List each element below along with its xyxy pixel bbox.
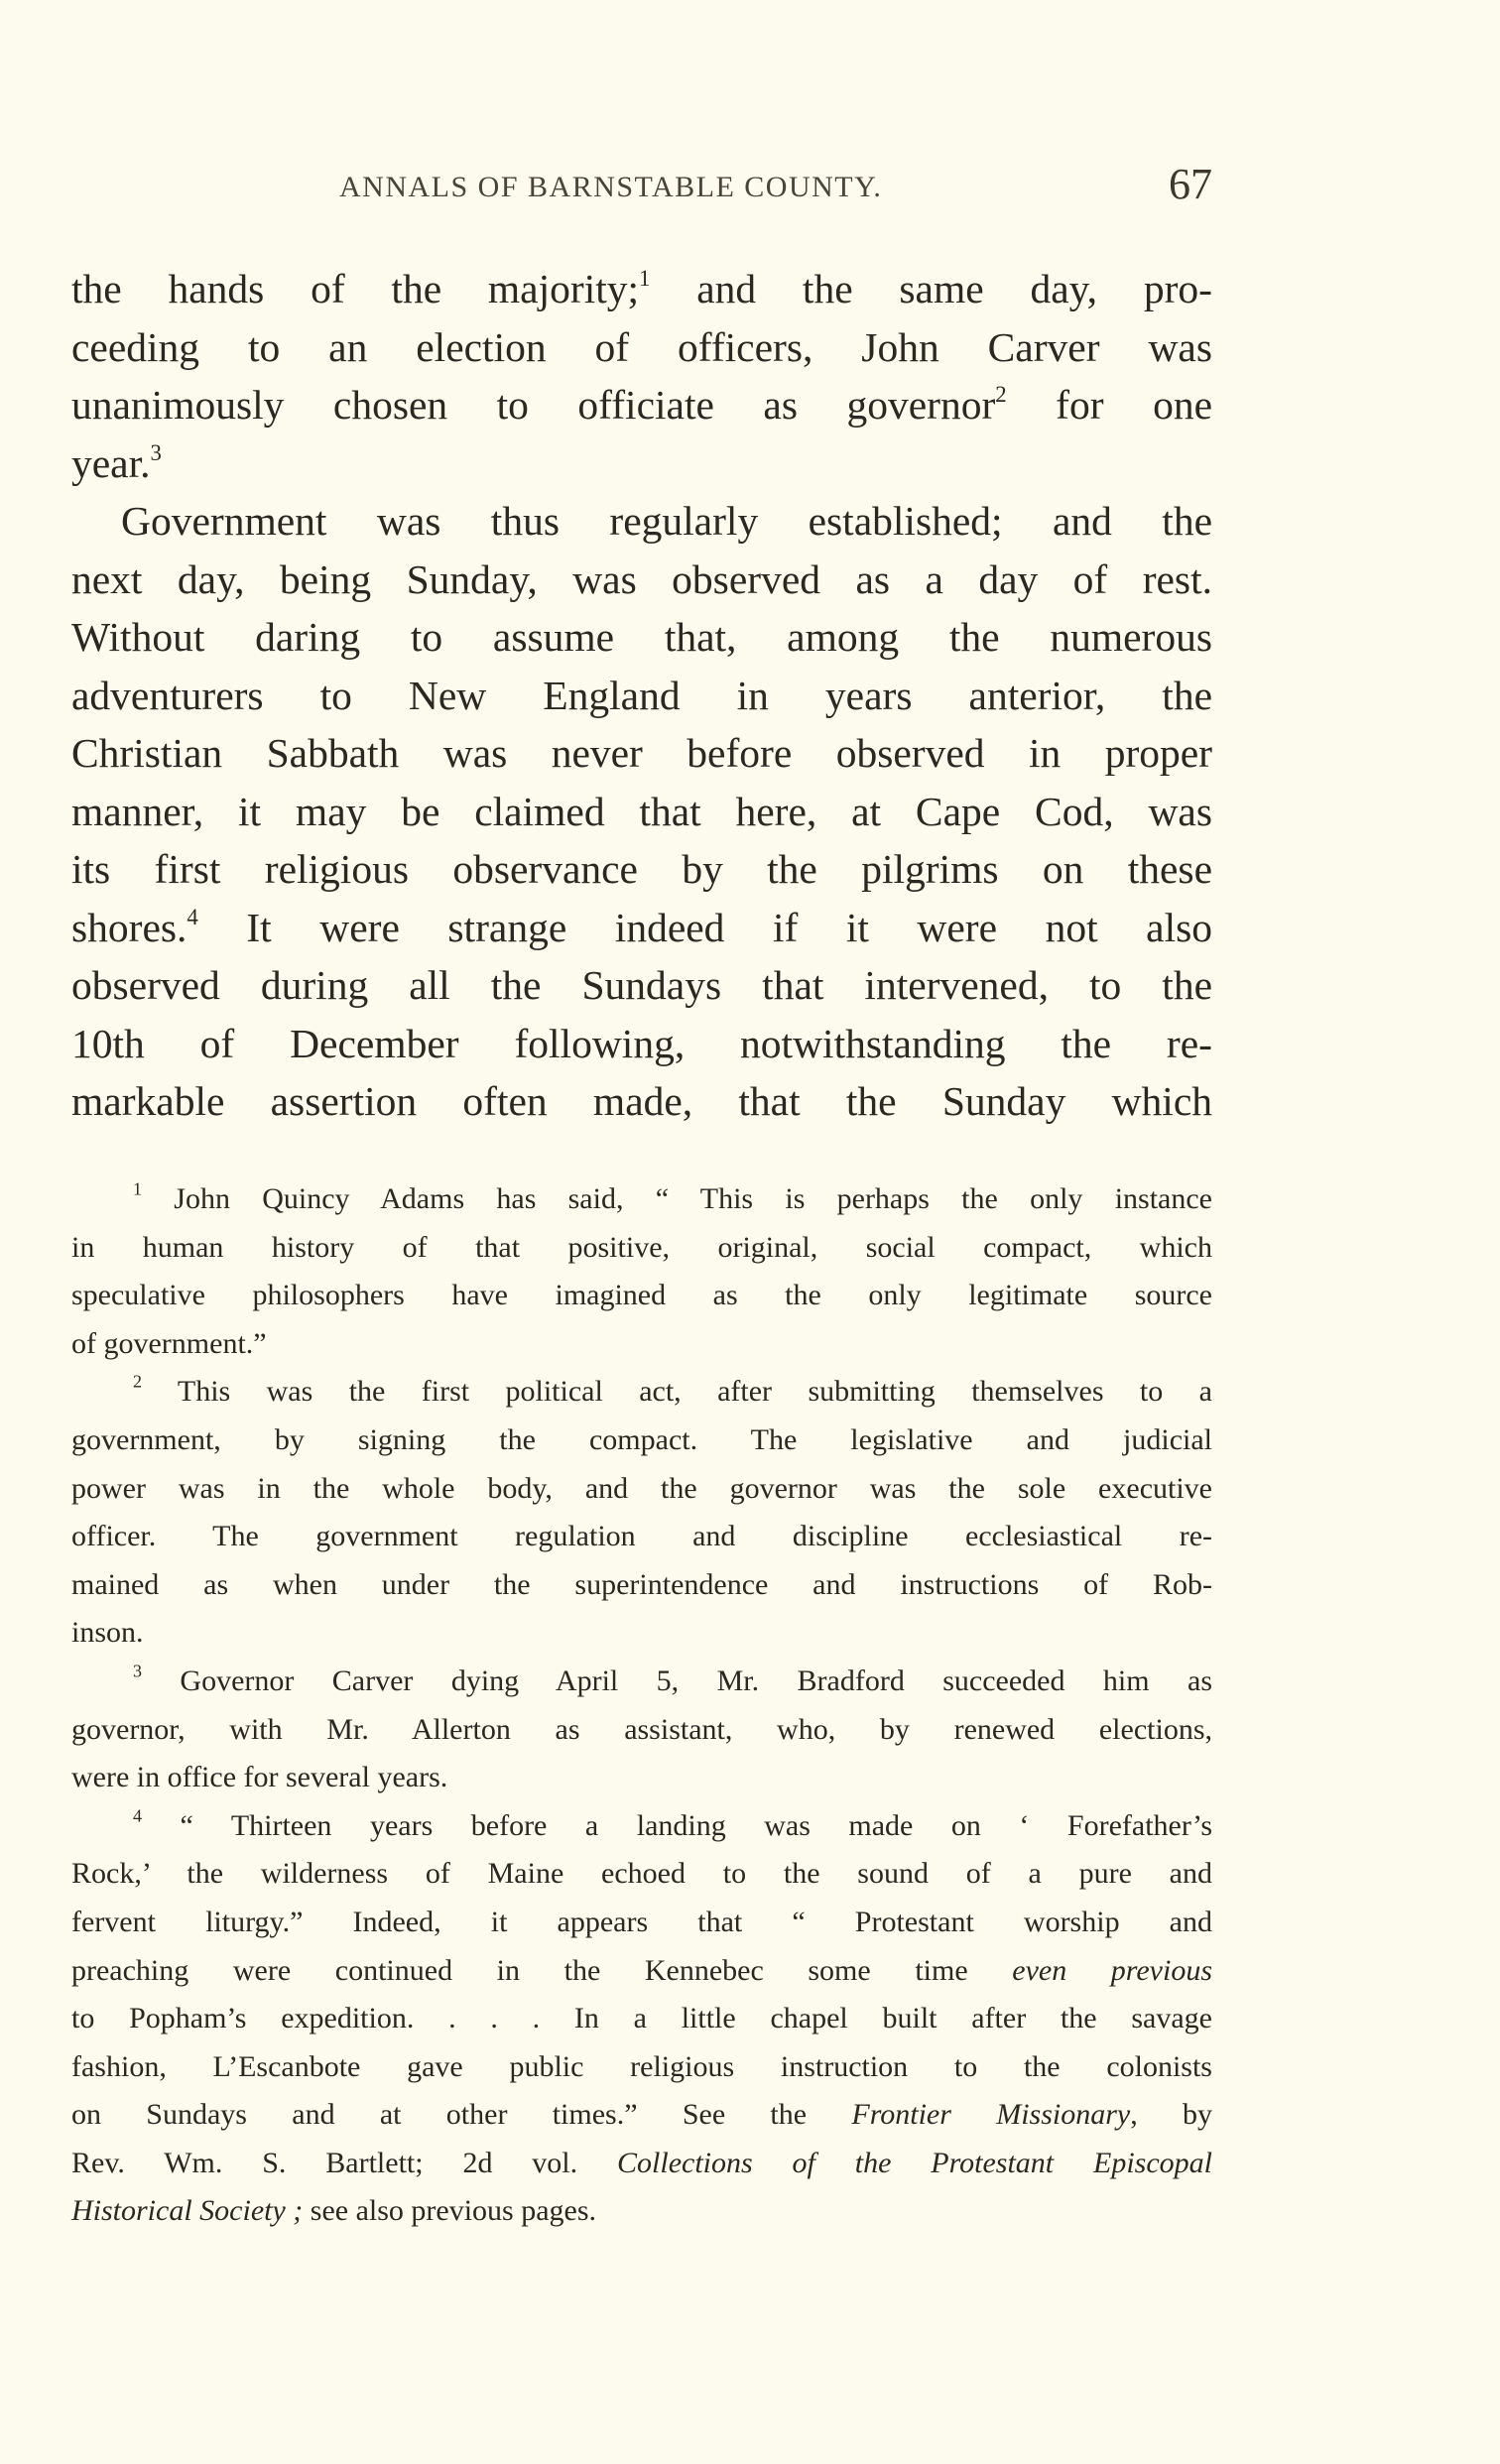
book-title: Collections of the Protestant Episcopal (617, 2146, 1212, 2179)
text-line: year.$^3$ (71, 439, 162, 486)
footnote-line: preaching were continued in the Kennebec some time even previous (71, 1953, 1213, 1987)
footnote-line: $^1$ John Quincy Adams has said, “ This is perhaps the only instance (133, 1178, 1212, 1215)
main-text (71, 260, 1212, 1131)
text-line: unanimously chosen to officiate as governor$^2$ for one (71, 381, 1212, 428)
footnote-line: governor, with Mr. Allerton as assistant, who, by renewed elections, (71, 1712, 1212, 1746)
footnote-line: $^2$ This was the first political act, after submitting themselves to a (133, 1371, 1212, 1409)
italic-phrase: even previous (1012, 1953, 1213, 1987)
text-line: Government was thus regularly established; and the (121, 498, 1212, 544)
text-line: adventurers to New England in years anterior, the (71, 672, 1212, 718)
footnotes (71, 1175, 1212, 2236)
footnote-line: fashion, L’Escanbote gave public religious instruction to the colonists (71, 2049, 1212, 2083)
text-line: manner, it may be claimed that here, at Cape Cod, was (71, 788, 1212, 834)
book-title: Frontier Missionary (851, 2098, 1131, 2132)
page-number: 67 (1169, 160, 1212, 208)
footnote-line: power was in the whole body, and the governor was the sole executive (71, 1471, 1212, 1505)
footnote-line: inson. (71, 1616, 144, 1650)
text-line: observed during all the Sundays that intervened, to the (71, 962, 1212, 1008)
footnote-line: on Sundays and at other times.” See the Frontier Missionary, by (71, 2098, 1213, 2132)
footnote-mark: 1 (133, 1178, 142, 1199)
book-title: Historical Society ; (71, 2194, 304, 2228)
text-line: next day, being Sunday, was observed as a day of rest. (71, 555, 1212, 602)
footnote-line: $^3$ Governor Carver dying April 5, Mr. Bradford succeeded him as (133, 1661, 1212, 1697)
footnote-mark: 4 (133, 1805, 142, 1826)
text-line: ceeding to an election of officers, John Carver was (71, 323, 1212, 370)
running-head (71, 159, 1212, 218)
running-head-title: ANNALS OF BARNSTABLE COUNTY. (339, 171, 883, 203)
footnote-line: of government.” (71, 1326, 267, 1360)
text-line: the hands of the majority;$^1$ and the same day, pro- (71, 265, 1212, 311)
text-line: shores.$^4$ It were strange indeed if it were not also (71, 904, 1212, 950)
footnote-ref: 2 (995, 381, 1007, 407)
footnote-line: Rev. Wm. S. Bartlett; 2d vol. Collections of the Protestant Episcopal (71, 2146, 1212, 2179)
text-line: its first religious observance by the pilgrims on these (71, 846, 1212, 892)
footnote-line: speculative philosophers have imagined as the only legitimate source (71, 1279, 1212, 1312)
text-line: markable assertion often made, that the Sunday which (71, 1078, 1212, 1124)
footnote-ref: 1 (639, 265, 651, 291)
footnote-line: $^4$ “ Thirteen years before a landing was made on ‘ Forefather’s (133, 1805, 1212, 1842)
footnote-line: in human history of that positive, original, social compact, which (71, 1230, 1212, 1264)
footnote-ref: 4 (187, 904, 198, 929)
text-line: Christian Sabbath was never before observed in proper (71, 730, 1212, 776)
footnote-line: mained as when under the superintendence and instructions of Rob- (71, 1567, 1212, 1601)
footnote-line: government, by signing the compact. The legislative and judicial (71, 1422, 1212, 1456)
footnote-line: were in office for several years. (71, 1761, 448, 1794)
footnote-mark: 2 (133, 1371, 142, 1392)
footnote-line: fervent liturgy.” Indeed, it appears that “ Protestant worship and (71, 1905, 1212, 1938)
text-line: Without daring to assume that, among the numerous (71, 614, 1212, 660)
footnote-line: officer. The government regulation and discipline ecclesiastical re- (71, 1520, 1212, 1553)
footnote-ref: 3 (150, 439, 162, 465)
text-line: 10th of December following, notwithstanding the re- (71, 1020, 1212, 1066)
footnote-mark: 3 (133, 1661, 142, 1681)
footnote-line: Rock,’ the wilderness of Maine echoed to the sound of a pure and (71, 1857, 1212, 1891)
footnote-line: Historical Society ; see also previous pages. (71, 2194, 597, 2228)
footnote-line: to Popham’s expedition. . . . In a little chapel built after the savage (71, 2002, 1212, 2035)
